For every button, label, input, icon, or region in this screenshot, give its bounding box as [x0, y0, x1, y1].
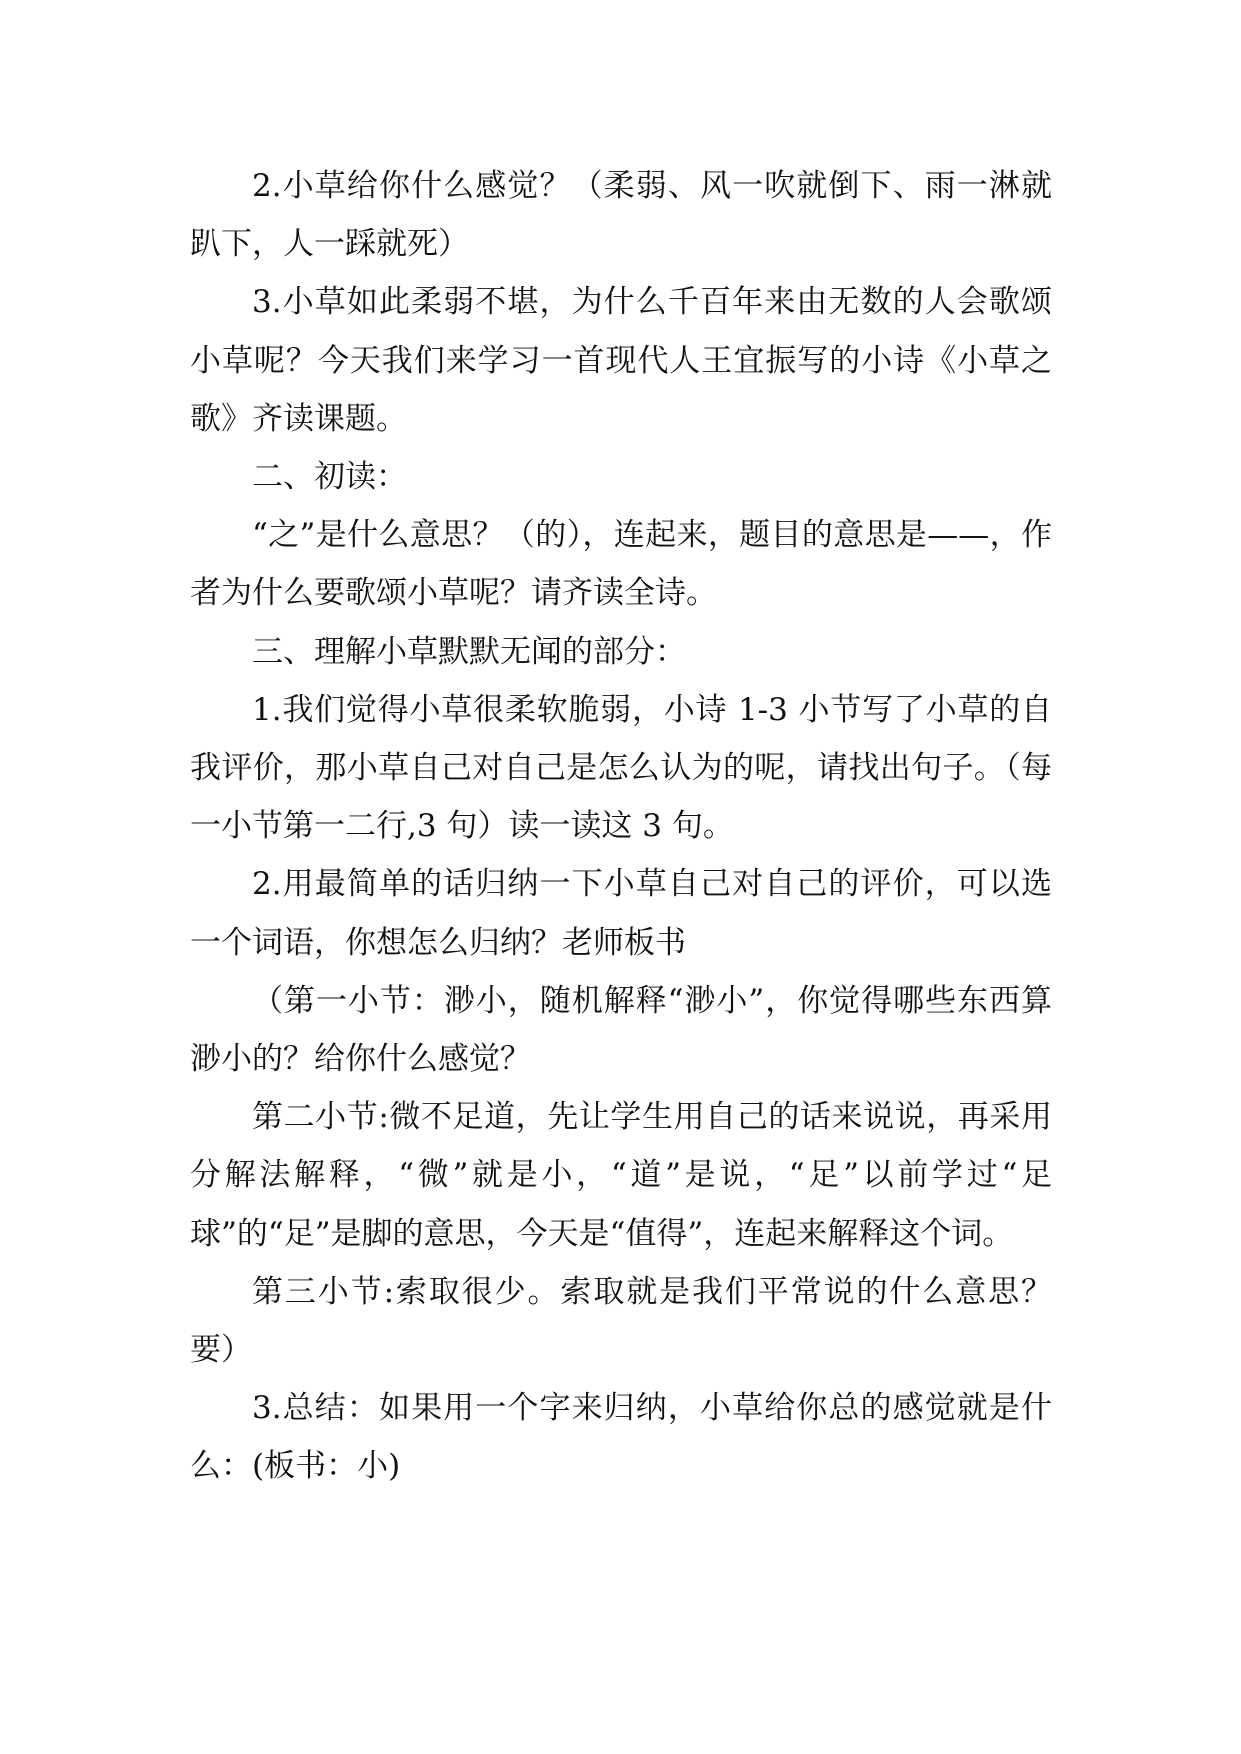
paragraph-step-1: 1.我们觉得小草很柔软脆弱，小诗 1-3 小节写了小草的自我评价，那小草自己对自己是怎么认为的呢，请找出句子。（每一小节第一二行,3 句）读一读这 3 句。: [190, 691, 1052, 845]
paragraph-third-stanza: 第三小节:索取很少。索取就是我们平常说的什么意思？要）: [190, 1273, 1052, 1369]
document-page: [190, 157, 1052, 1496]
section-heading-understanding: 三、理解小草默默无闻的部分：: [252, 633, 686, 670]
paragraph-summary: 3.总结：如果用一个字来归纳，小草给你总的感觉就是什么：(板书：小): [190, 1390, 1052, 1485]
paragraph-first-stanza: （第一小节：渺小，随机解释“渺小”，你觉得哪些东西算渺小的？给你什么感觉？: [190, 982, 1052, 1078]
paragraph-step-2: 2.用最简单的话归纳一下小草自己对自己的评价，可以选一个词语，你想怎么归纳？老师板书: [190, 866, 1052, 961]
section-heading-first-reading: 二、初读：: [252, 459, 407, 496]
paragraph-question-2: 2.小草给你什么感觉？（柔弱、风一吹就倒下、雨一淋就趴下，人一踩就死）: [190, 168, 1052, 263]
paragraph-title-meaning: “之”是什么意思？（的），连起来，题目的意思是——，作者为什么要歌颂小草呢？请齐读全诗。: [190, 517, 1052, 612]
paragraph-question-3: 3.小草如此柔弱不堪，为什么千百年来由无数的人会歌颂小草呢？今天我们来学习一首现代人王宜振写的小诗《小草之歌》齐读课题。: [190, 284, 1052, 437]
paragraph-second-stanza: 第二小节:微不足道，先让学生用自己的话来说说，再采用分解法解释，“微”就是小，“道”是说，“足”以前学过“足球”的“足”是脚的意思，今天是“值得”，连起来解释这个词。: [190, 1099, 1052, 1252]
